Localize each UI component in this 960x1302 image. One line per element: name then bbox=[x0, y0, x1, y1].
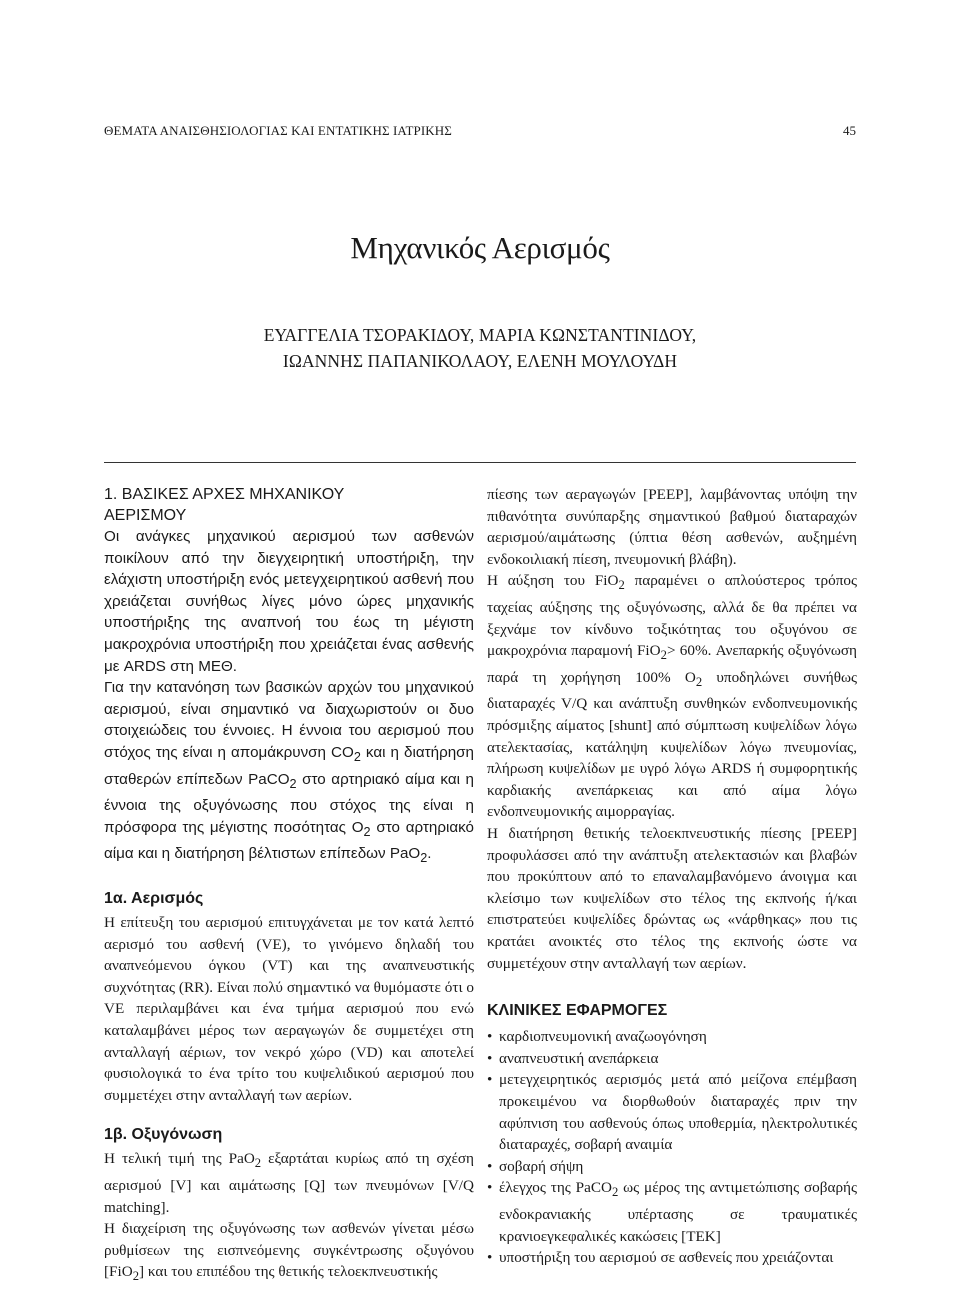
subscript: 2 bbox=[289, 776, 297, 791]
text-run: στο αρτηριακό αίμα και η διατήρηση βέλτιστων επίπεδων PaO bbox=[104, 818, 474, 863]
right-column bbox=[487, 484, 857, 1269]
text-run: έλεγχος της PaCO bbox=[499, 1179, 612, 1197]
section-divider bbox=[104, 462, 856, 463]
page-number: 45 bbox=[843, 123, 856, 138]
subheading-oxygenation: 1β. Οξυγόνωση bbox=[104, 1126, 223, 1144]
paragraph-pao2 bbox=[104, 1148, 474, 1218]
list-item: • σοβαρή σήψη bbox=[487, 1156, 857, 1178]
text-run: Η διαχείριση της οξυγόνωσης των ασθενών γίνεται μέσω ρυθμίσεων της εισπνεόμενης συγκέντρωσης οξυγόνου [FiO bbox=[104, 1220, 474, 1281]
running-header bbox=[104, 123, 856, 145]
text-run: και η διατήρηση σταθερών επίπεδων PaCO bbox=[104, 743, 474, 788]
authors-line-1: ΕΥΑΓΓΕΛΙΑ ΤΣΟΡΑΚΙΔΟΥ, ΜΑΡΙΑ ΚΩΝΣΤΑΝΤΙΝΙΔΟΥ, bbox=[263, 325, 697, 345]
section-heading-basics bbox=[104, 484, 474, 526]
author-list bbox=[0, 322, 960, 374]
list-item: • μετεγχειρητικός αερισμός μετά από μείζονα επέμβαση προκειμένου να διορθωθούν διαταραχές πριν την αφύπνιση του ασθενούς όπως υποθερμία, ηλεκτρολυτικές διαταραχές, σοβαρή αναιμία bbox=[487, 1069, 857, 1155]
paragraph-ventilation: Η επίτευξη του αερισμού επιτυγχάνεται με τον κατά λεπτό αερισμό του ασθενή (VE), το γινόμενο δηλαδή του αναπνεόμενου όγκου (VT) και της αναπνευστικής συχνότητας (RR). Είναι πολύ σημαντικό να θυμόμαστε ότι ο VE περιλαμβάνει και ένα τμήμα αερισμού που ενώ καταλαμβάνει μέρος των αεραγωγών δε συμμετέχει στη ανταλλαγή αέριων, τον νεκρό χώρο (VD) και αποτελεί φυσιολογικά το ένα τρίτο του κυψελιδικού αερισμού που συμμετέχει στην ανταλλαγή των αερίων. bbox=[104, 914, 474, 1104]
clinical-applications-list bbox=[487, 1026, 857, 1269]
subscript: 2 bbox=[353, 749, 361, 764]
journal-title: ΘΕΜΑΤΑ ΑΝΑΙΣΘΗΣΙΟΛΟΓΙΑΣ ΚΑΙ ΕΝΤΑΤΙΚΗΣ ΙΑΤΡΙΚΗΣ bbox=[104, 123, 452, 138]
text-run: Η τελική τιμή της PaO bbox=[104, 1150, 255, 1168]
subheading-ventilation: 1α. Αερισμός bbox=[104, 890, 204, 908]
text-run: > 60%. Ανεπαρκής οξυγόνωση παρά τη χορήγηση 100% O bbox=[487, 642, 857, 686]
subscript: 2 bbox=[132, 1269, 140, 1284]
text-run: . bbox=[427, 845, 432, 863]
list-item bbox=[487, 1177, 857, 1247]
text-run: ως μέρος της αντιμετώπισης σοβαρής ενδοκρανιακής υπέρτασης σε τραυματικές κρανιοεγκεφαλικές κακώσεις [ΤΕΚ] bbox=[499, 1179, 857, 1245]
subscript: 2 bbox=[618, 578, 625, 593]
section-heading-clinical: ΚΛΙΝΙΚΕΣ ΕΦΑΡΜΟΓΕΣ bbox=[487, 1002, 668, 1020]
paragraph-peep-continued: πίεσης των αεραγωγών [PEEP], λαμβάνοντας υπόψη την πιθανότητα συνύπαρξης σημαντικού βαθμού διαταραχών αερισμού/αιμάτωσης (ύπτια θέση ασθενών, αυξημένη ενδοκοιλιακή πίεση, πνευμονική βλάβη). bbox=[487, 486, 857, 568]
list-item: • υποστήριξη του αερισμού σε ασθενείς που χρειάζονται bbox=[487, 1247, 857, 1269]
text-run: Για την κατανόηση των βασικών αρχών του μηχανικού αερισμού, είναι σημαντικό να διαχωριστούν οι δυο στοιχειώδεις του έννοιες. Η έννοια του αερισμού που στόχος της είναι η απομάκρυνση CO bbox=[104, 679, 474, 761]
section-heading-line-1: 1. ΒΑΣΙΚΕΣ ΑΡΧΕΣ ΜΗΧΑΝΙΚΟΥ bbox=[104, 486, 345, 503]
subscript: 2 bbox=[363, 824, 371, 839]
paragraph-oxygen-management bbox=[104, 1218, 474, 1288]
subscript: 2 bbox=[695, 674, 703, 689]
text-run: στο αρτηριακό αίμα και η έννοια της οξυγόνωσης που στόχος της είναι η πρόσφορα της μέγιστης ποσότητας O bbox=[104, 770, 474, 836]
paragraph-concepts bbox=[104, 677, 474, 870]
left-column bbox=[104, 484, 474, 1288]
paragraph-needs: Οι ανάγκες μηχανικού αερισμού των ασθενών ποικίλουν από την διεγχειρητική υποστήριξη, την ελάχιστη υποστήριξη ενός μετεγχειρητικού ασθενή που χρειάζεται συνήθως λίγες μόνο ώρες μηχανικής υποστήριξης της αναπνοή του έως τη μέγιστη μακροχρόνια υποστήριξη που χρειάζεται ένας ασθενής με ARDS στη ΜΕΘ. bbox=[104, 528, 474, 675]
article-title: Μηχανικός Αερισμός bbox=[350, 230, 610, 265]
list-item: • καρδιοπνευμονική αναζωογόνηση bbox=[487, 1026, 857, 1048]
subscript: 2 bbox=[660, 648, 667, 663]
section-heading-line-2: ΑΕΡΙΣΜΟΥ bbox=[104, 507, 187, 524]
text-run: Η αύξηση του FiO bbox=[487, 572, 619, 590]
text-run: εξαρτάται κυρίως από τη σχέση αερισμού [V] και αιμάτωσης [Q] των πνευμόνων [V/Q matching]. bbox=[104, 1150, 474, 1216]
text-run: υποδηλώνει συνήθως διαταραχές V/Q και ανάπτυξη συνθηκών ενδοπνευμονικής πρόσμιξης αίματος [shunt] από σύμπτωση κυψελίδων λόγω ατελεκτασίας, κατάληψη κυψελίδων λόγω πνευμονίας, πλήρωση κυψελίδων με υγρό λόγω ARDS ή συμφορητικής καρδιακής ανεπάρκειας και από αίμα λόγω ενδοπνευμονικής αιμορραγίας. bbox=[487, 668, 858, 821]
text-run: παραμένει ο απλούστερος τρόπος ταχείας αύξησης της οξυγόνωσης, αλλά δε θα πρέπει να ξεχνάμε τον κίνδυνο τοξικότητας του οξυγόνου σε μακροχρόνια παραμονή FiO bbox=[487, 572, 858, 660]
subscript: 2 bbox=[611, 1185, 619, 1200]
paragraph-peep: Η διατήρηση θετικής τελοεκπνευστικής πίεσης [PEEP] προφυλάσσει από την ανάπτυξη ατελεκτασιών και βλαβών που προκύπτουν από το επαναλαμβανόμενο άνοιγμα και κλείσιμο των κυψελίδων στο τέλος της εκπνοής ή/και επιστρατεύει κυψελίδες δρώντας ως «νάρθηκας» που τις κρατάει ανοικτές στο τέλος της εκπνοής ώστε να συμμετέχουν στην ανταλλαγή των αερίων. bbox=[487, 825, 857, 972]
paragraph-fio2 bbox=[487, 570, 857, 823]
list-item: • αναπνευστική ανεπάρκεια bbox=[487, 1048, 857, 1070]
subscript: 2 bbox=[254, 1156, 262, 1171]
text-run: ] και του επιπέδου της θετικής τελοεκπνευστικής bbox=[139, 1263, 438, 1281]
authors-line-2: ΙΩΑΝΝΗΣ ΠΑΠΑΝΙΚΟΛΑΟΥ, ΕΛΕΝΗ ΜΟΥΛΟΥΔΗ bbox=[282, 351, 678, 371]
subscript: 2 bbox=[420, 851, 428, 866]
